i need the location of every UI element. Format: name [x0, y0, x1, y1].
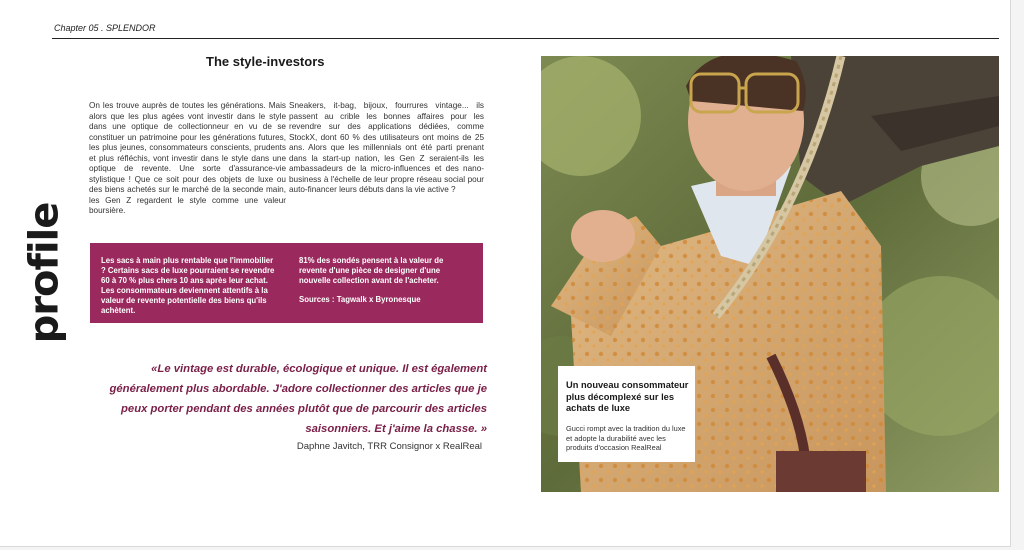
- caption-text: Gucci rompt avec la tradition du luxe et adopte la durabilité avec les produits d'occasion RealReal: [566, 424, 686, 452]
- highlight-right: [299, 256, 473, 305]
- caption-title: Un nouveau consommateur plus décomplexé sur les achats de luxe: [566, 380, 689, 413]
- photo-caption: [558, 366, 695, 462]
- article-column-1: On les trouve auprès de toutes les générations. Mais alors que les plus agées vont investir dans le style dans une optique de collectionneur en vu de se constituer un patrimoine pour les générations futures, les plus jeunes, consommateurs conscients, prudents et plus réfléchis, vont investir dans le style dans une optique de revente. Une sorte d'assurance-vie stylistique ! Que ce soit pour des objets de luxe ou des biens achetés sur le marché de la seconde main, les Gen Z regardent le style comme une valeur boursière.: [89, 101, 286, 215]
- header-rule: [52, 38, 999, 39]
- section-label-vertical: profile: [21, 202, 68, 344]
- quote-author: Daphne Javitch, TRR Consignor x RealReal: [296, 441, 482, 452]
- highlight-sources: Sources : Tagwalk x Byronesque: [299, 295, 421, 304]
- highlight-left-text: Les sacs à main plus rentable que l'immobilier ? Certains sacs de luxe pourraient se revendre 60 à 70 % plus chers 10 ans après leur achat. Les consommateurs deviennent attentifs à la valeur de revente potentielle des biens qu'ils achètent.: [101, 256, 275, 315]
- article-title: The style-investors: [206, 54, 325, 69]
- article-column-2: Sneakers, it-bag, bijoux, fourrures vintage... ils passent au crible les bonnes affaires pour les revendre sur des applications dédiées, comme StockX, dont 60 % des utilisateurs ont moins de 25 ans. Alors que les millennials ont été parti prenant dans la start-up nation, les Gen Z seraient-ils les ambassadeurs de la micro-influences et des nano-business à l'échelle de leur propre réseau social pour auto-financer leurs débuts dans la vie active ?: [289, 101, 484, 194]
- highlight-right-text: 81% des sondés pensent à la valeur de revente d'une pièce de designer d'une nouvelle collection avant de l'acheter.: [299, 256, 444, 285]
- highlight-box: [90, 243, 483, 323]
- chapter-header: Chapter 05 . SPLENDOR: [54, 23, 156, 33]
- pull-quote: «Le vintage est durable, écologique et unique. Il est également généralement plus abordable. J'adore collectionner des articles que je peux porter pendant des années plutôt que de parcourir des articles saisonniers. Et j'aime la chasse. »: [109, 363, 487, 435]
